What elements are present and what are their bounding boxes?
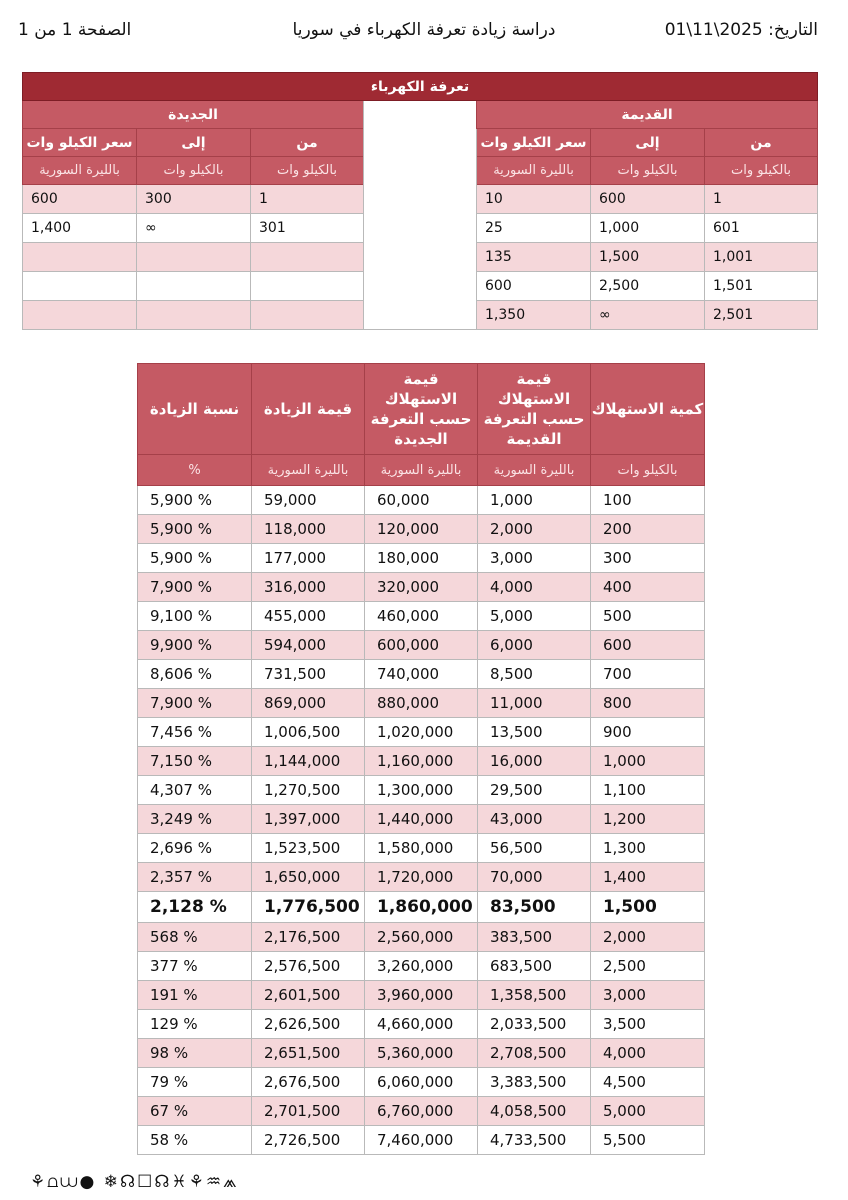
consumption-cell: 1,500 (591, 892, 705, 923)
increase-cell: 2,576,500 (252, 952, 365, 981)
old-value-cell: 8,500 (478, 660, 591, 689)
increase-percent-unit: % (138, 455, 252, 486)
new-from-unit: بالكيلو وات (251, 157, 364, 185)
old-value-cell: 43,000 (478, 805, 591, 834)
old-tariff-label: القديمة (477, 101, 818, 129)
table-row (138, 660, 705, 689)
consumption-cell: 700 (591, 660, 705, 689)
consumption-cell: 400 (591, 573, 705, 602)
new-value-cell: 5,360,000 (365, 1039, 478, 1068)
new-tariff-label: الجديدة (23, 101, 364, 129)
increase-percent-cell: % 4,307 (138, 776, 252, 805)
table-row (138, 892, 705, 923)
consumption-header: كمية الاستهلاك (591, 364, 705, 455)
old-to-cell: 2,500 (591, 272, 705, 301)
consumption-cell: 900 (591, 718, 705, 747)
consumption-cell: 800 (591, 689, 705, 718)
old-value-cell: 383,500 (478, 923, 591, 952)
table-row (138, 689, 705, 718)
consumption-cell: 3,500 (591, 1010, 705, 1039)
increase-percent-cell: % 191 (138, 981, 252, 1010)
consumption-cell: 1,300 (591, 834, 705, 863)
old-from-unit: بالكيلو وات (705, 157, 818, 185)
old-value-cell: 4,733,500 (478, 1126, 591, 1155)
new-value-cell: 7,460,000 (365, 1126, 478, 1155)
old-value-cell: 83,500 (478, 892, 591, 923)
increase-cell: 2,601,500 (252, 981, 365, 1010)
increase-header: قيمة الزيادة (252, 364, 365, 455)
document-date: التاريخ: 2025\11\01 (664, 20, 818, 40)
increase-percent-header: نسبة الزيادة (138, 364, 252, 455)
new-value-cell: 3,960,000 (365, 981, 478, 1010)
table-row (138, 544, 705, 573)
new-value-cell: 60,000 (365, 486, 478, 515)
increase-cell: 2,676,500 (252, 1068, 365, 1097)
old-value-cell: 5,000 (478, 602, 591, 631)
new-to-cell (137, 272, 251, 301)
table-row (138, 923, 705, 952)
new-from-cell: 301 (251, 214, 364, 243)
increase-cell: 59,000 (252, 486, 365, 515)
increase-cell: 2,701,500 (252, 1097, 365, 1126)
increase-percent-cell: % 7,150 (138, 747, 252, 776)
new-value-header: قيمة الاستهلاك حسب التعرفة الجديدة (365, 364, 478, 455)
table-row (138, 834, 705, 863)
consumption-cell: 5,500 (591, 1126, 705, 1155)
increase-percent-cell: % 129 (138, 1010, 252, 1039)
new-to-cell (137, 243, 251, 272)
increase-cell: 316,000 (252, 573, 365, 602)
consumption-cell: 5,000 (591, 1097, 705, 1126)
new-from-cell (251, 301, 364, 330)
new-value-cell: 1,440,000 (365, 805, 478, 834)
old-from-cell: 1,501 (705, 272, 818, 301)
increase-percent-cell: % 5,900 (138, 486, 252, 515)
consumption-cell: 100 (591, 486, 705, 515)
consumption-cell: 200 (591, 515, 705, 544)
consumption-cell: 3,000 (591, 981, 705, 1010)
increase-cell: 1,270,500 (252, 776, 365, 805)
old-to-cell: 1,000 (591, 214, 705, 243)
table-row (138, 805, 705, 834)
new-value-cell: 3,260,000 (365, 952, 478, 981)
old-value-cell: 4,000 (478, 573, 591, 602)
increase-cell: 2,176,500 (252, 923, 365, 952)
new-price-cell: 1,400 (23, 214, 137, 243)
new-price-cell (23, 243, 137, 272)
new-value-cell: 1,020,000 (365, 718, 478, 747)
table-row (138, 631, 705, 660)
old-value-cell: 2,000 (478, 515, 591, 544)
new-to-unit: بالكيلو وات (137, 157, 251, 185)
increase-cell: 594,000 (252, 631, 365, 660)
old-from-cell: 601 (705, 214, 818, 243)
increase-cell: 455,000 (252, 602, 365, 631)
document-title: دراسة زيادة تعرفة الكهرباء في سوريا (292, 20, 556, 40)
new-price-cell (23, 272, 137, 301)
increase-cell: 118,000 (252, 515, 365, 544)
table-row (138, 1097, 705, 1126)
old-value-cell: 3,000 (478, 544, 591, 573)
consumption-cell: 2,000 (591, 923, 705, 952)
old-value-cell: 13,500 (478, 718, 591, 747)
old-from-cell: 1,001 (705, 243, 818, 272)
increase-cell: 1,650,000 (252, 863, 365, 892)
old-price-header: سعر الكيلو وات (477, 129, 591, 157)
table-row (138, 1010, 705, 1039)
consumption-cell: 1,200 (591, 805, 705, 834)
increase-cell: 1,006,500 (252, 718, 365, 747)
increase-cell: 1,776,500 (252, 892, 365, 923)
consumption-cell: 4,000 (591, 1039, 705, 1068)
old-price-cell: 25 (477, 214, 591, 243)
consumption-cell: 500 (591, 602, 705, 631)
old-value-cell: 2,033,500 (478, 1010, 591, 1039)
table-row (138, 515, 705, 544)
old-value-cell: 56,500 (478, 834, 591, 863)
old-to-unit: بالكيلو وات (591, 157, 705, 185)
table-row (138, 776, 705, 805)
tariff-table (22, 72, 818, 330)
table-row (138, 573, 705, 602)
old-to-cell: 600 (591, 185, 705, 214)
increase-percent-cell: % 2,128 (138, 892, 252, 923)
increase-percent-cell: % 2,357 (138, 863, 252, 892)
new-value-cell: 4,660,000 (365, 1010, 478, 1039)
old-value-cell: 1,000 (478, 486, 591, 515)
old-value-cell: 11,000 (478, 689, 591, 718)
increase-percent-cell: % 5,900 (138, 544, 252, 573)
increase-cell: 2,626,500 (252, 1010, 365, 1039)
table-row (138, 952, 705, 981)
old-value-header: قيمة الاستهلاك حسب التعرفة القديمة (478, 364, 591, 455)
old-price-cell: 135 (477, 243, 591, 272)
new-value-cell: 180,000 (365, 544, 478, 573)
increase-unit: بالليرة السورية (252, 455, 365, 486)
table-row (138, 863, 705, 892)
consumption-cell: 2,500 (591, 952, 705, 981)
old-value-cell: 1,358,500 (478, 981, 591, 1010)
consumption-rows (138, 486, 705, 1155)
old-value-cell: 683,500 (478, 952, 591, 981)
table-gap (364, 101, 477, 330)
increase-percent-cell: % 5,900 (138, 515, 252, 544)
old-price-cell: 1,350 (477, 301, 591, 330)
increase-percent-cell: % 9,100 (138, 602, 252, 631)
new-to-cell: 300 (137, 185, 251, 214)
new-value-cell: 320,000 (365, 573, 478, 602)
increase-percent-cell: % 58 (138, 1126, 252, 1155)
new-to-cell: ∞ (137, 214, 251, 243)
old-from-cell: 2,501 (705, 301, 818, 330)
new-from-cell (251, 243, 364, 272)
increase-percent-cell: % 79 (138, 1068, 252, 1097)
table-row (138, 747, 705, 776)
old-price-unit: بالليرة السورية (477, 157, 591, 185)
consumption-cell: 1,000 (591, 747, 705, 776)
consumption-cell: 1,400 (591, 863, 705, 892)
old-to-header: إلى (591, 129, 705, 157)
consumption-cell: 300 (591, 544, 705, 573)
old-value-cell: 16,000 (478, 747, 591, 776)
consumption-unit: بالكيلو وات (591, 455, 705, 486)
old-value-cell: 4,058,500 (478, 1097, 591, 1126)
new-price-cell (23, 301, 137, 330)
old-price-cell: 600 (477, 272, 591, 301)
new-from-cell: 1 (251, 185, 364, 214)
increase-percent-cell: % 8,606 (138, 660, 252, 689)
new-from-header: من (251, 129, 364, 157)
table-row (138, 718, 705, 747)
increase-cell: 731,500 (252, 660, 365, 689)
new-price-unit: بالليرة السورية (23, 157, 137, 185)
increase-cell: 2,651,500 (252, 1039, 365, 1068)
consumption-table (137, 363, 705, 1155)
new-to-header: إلى (137, 129, 251, 157)
old-price-cell: 10 (477, 185, 591, 214)
increase-cell: 869,000 (252, 689, 365, 718)
new-to-cell (137, 301, 251, 330)
increase-percent-cell: % 9,900 (138, 631, 252, 660)
increase-cell: 1,523,500 (252, 834, 365, 863)
table-row (138, 1068, 705, 1097)
increase-percent-cell: % 98 (138, 1039, 252, 1068)
old-from-header: من (705, 129, 818, 157)
old-value-cell: 70,000 (478, 863, 591, 892)
table-row (138, 981, 705, 1010)
new-value-cell: 1,160,000 (365, 747, 478, 776)
old-to-cell: 1,500 (591, 243, 705, 272)
new-value-cell: 6,760,000 (365, 1097, 478, 1126)
footer-symbols: ⚘⩍⩊● ❄☊☐☊♓⚘♒⩕ (30, 1172, 239, 1192)
table-row (138, 1126, 705, 1155)
new-value-cell: 460,000 (365, 602, 478, 631)
new-value-cell: 1,580,000 (365, 834, 478, 863)
page-number: الصفحة 1 من 1 (18, 20, 132, 40)
old-value-cell: 6,000 (478, 631, 591, 660)
new-value-cell: 1,860,000 (365, 892, 478, 923)
increase-percent-cell: % 7,900 (138, 689, 252, 718)
increase-cell: 1,397,000 (252, 805, 365, 834)
new-price-cell: 600 (23, 185, 137, 214)
table-row (138, 486, 705, 515)
increase-percent-cell: % 67 (138, 1097, 252, 1126)
increase-cell: 177,000 (252, 544, 365, 573)
new-price-header: سعر الكيلو وات (23, 129, 137, 157)
new-value-cell: 880,000 (365, 689, 478, 718)
new-value-cell: 120,000 (365, 515, 478, 544)
new-value-cell: 2,560,000 (365, 923, 478, 952)
new-value-cell: 1,720,000 (365, 863, 478, 892)
increase-percent-cell: % 3,249 (138, 805, 252, 834)
increase-percent-cell: % 7,900 (138, 573, 252, 602)
old-from-cell: 1 (705, 185, 818, 214)
new-value-unit: بالليرة السورية (365, 455, 478, 486)
old-to-cell: ∞ (591, 301, 705, 330)
increase-percent-cell: % 377 (138, 952, 252, 981)
new-value-cell: 6,060,000 (365, 1068, 478, 1097)
increase-cell: 2,726,500 (252, 1126, 365, 1155)
new-from-cell (251, 272, 364, 301)
old-value-cell: 29,500 (478, 776, 591, 805)
consumption-cell: 600 (591, 631, 705, 660)
new-value-cell: 600,000 (365, 631, 478, 660)
old-value-cell: 2,708,500 (478, 1039, 591, 1068)
tariff-title: تعرفة الكهرباء (23, 73, 818, 101)
increase-percent-cell: % 568 (138, 923, 252, 952)
increase-cell: 1,144,000 (252, 747, 365, 776)
new-value-cell: 1,300,000 (365, 776, 478, 805)
table-row (138, 602, 705, 631)
old-value-cell: 3,383,500 (478, 1068, 591, 1097)
increase-percent-cell: % 2,696 (138, 834, 252, 863)
new-value-cell: 740,000 (365, 660, 478, 689)
table-row (138, 1039, 705, 1068)
consumption-cell: 4,500 (591, 1068, 705, 1097)
increase-percent-cell: % 7,456 (138, 718, 252, 747)
consumption-cell: 1,100 (591, 776, 705, 805)
old-value-unit: بالليرة السورية (478, 455, 591, 486)
